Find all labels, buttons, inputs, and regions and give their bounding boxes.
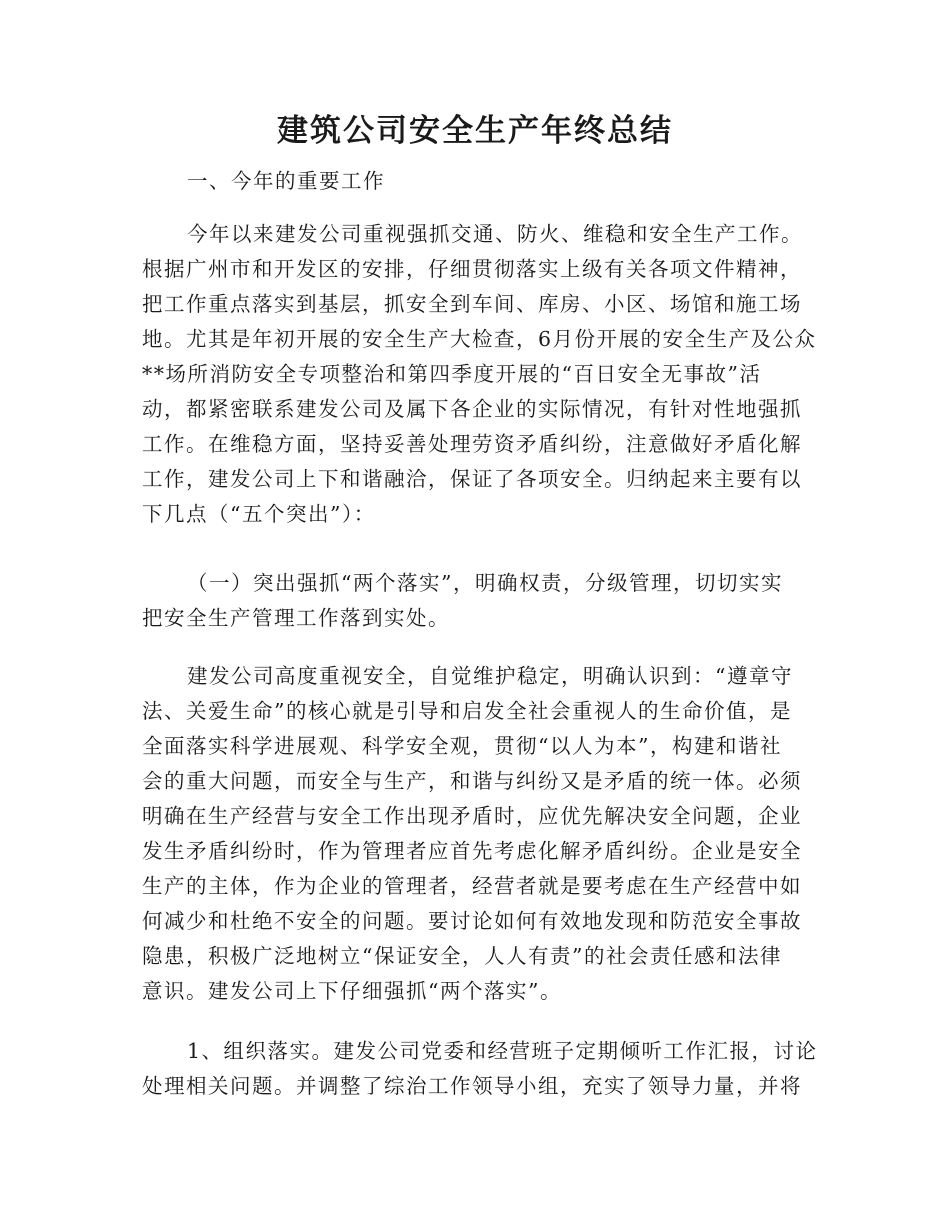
document-title: 建筑公司安全生产年终总结 bbox=[277, 113, 673, 149]
paragraph-line: 工作。在维稳方面，坚持妥善处理劳资矛盾纠纷，注意做好矛盾化解 bbox=[142, 432, 802, 456]
paragraph-line: 把工作重点落实到基层，抓安全到车间、库房、小区、场馆和施工场 bbox=[142, 292, 802, 316]
paragraph-line: 动，都紧密联系建发公司及属下各企业的实际情况，有针对性地强抓 bbox=[142, 397, 802, 421]
paragraph-line: 建发公司高度重视安全，自觉维护稳定，明确认识到：“遵章守 bbox=[187, 664, 793, 688]
paragraph-line: 意识。建发公司上下仔细强抓“两个落实”。 bbox=[142, 979, 562, 1003]
paragraph-line: 生产的主体，作为企业的管理者，经营者就是要考虑在生产经营中如 bbox=[142, 874, 802, 898]
paragraph-line: 会的重大问题，而安全与生产，和谐与纠纷又是矛盾的统一体。必须 bbox=[142, 769, 802, 793]
paragraph-line: 1、组织落实。建发公司党委和经营班子定期倾听工作汇报，讨论 bbox=[187, 1039, 818, 1063]
paragraph-line: **场所消防安全专项整治和第四季度开展的“百日安全无事故”活 bbox=[142, 362, 762, 386]
paragraph-line: 把安全生产管理工作落到实处。 bbox=[142, 606, 450, 630]
paragraph-line: 处理相关问题。并调整了综治工作领导小组，充实了领导力量，并将 bbox=[142, 1074, 802, 1098]
paragraph-line: 地。尤其是年初开展的安全生产大检查，6月份开展的安全生产及公众 bbox=[142, 327, 817, 351]
paragraph-line: 发生矛盾纠纷时，作为管理者应首先考虑化解矛盾纠纷。企业是安全 bbox=[142, 839, 802, 863]
paragraph-line: 隐患，积极广泛地树立“保证安全，人人有责”的社会责任感和法律 bbox=[142, 944, 782, 968]
paragraph-line: 明确在生产经营与安全工作出现矛盾时，应优先解决安全问题，企业 bbox=[142, 804, 802, 828]
paragraph-line: 今年以来建发公司重视强抓交通、防火、维稳和安全生产工作。 bbox=[187, 222, 803, 246]
paragraph-line: 法、关爱生命”的核心就是引导和启发全社会重视人的生命价值，是 bbox=[142, 699, 792, 723]
paragraph-line: （一）突出强抓“两个落实”，明确权责，分级管理，切切实实 bbox=[187, 571, 783, 595]
paragraph-line: 工作，建发公司上下和谐融洽，保证了各项安全。归纳起来主要有以 bbox=[142, 467, 802, 491]
paragraph-line: 全面落实科学进展观、科学安全观，贯彻“以人为本”，构建和谐社 bbox=[142, 734, 782, 758]
paragraph-line: 下几点（“五个突出”）： bbox=[142, 502, 376, 526]
paragraph-line: 根据广州市和开发区的安排，仔细贯彻落实上级有关各项文件精神， bbox=[142, 257, 802, 281]
paragraph-line: 何减少和杜绝不安全的问题。要讨论如何有效地发现和防范安全事故 bbox=[142, 909, 802, 933]
section-heading: 一、今年的重要工作 bbox=[187, 169, 385, 193]
